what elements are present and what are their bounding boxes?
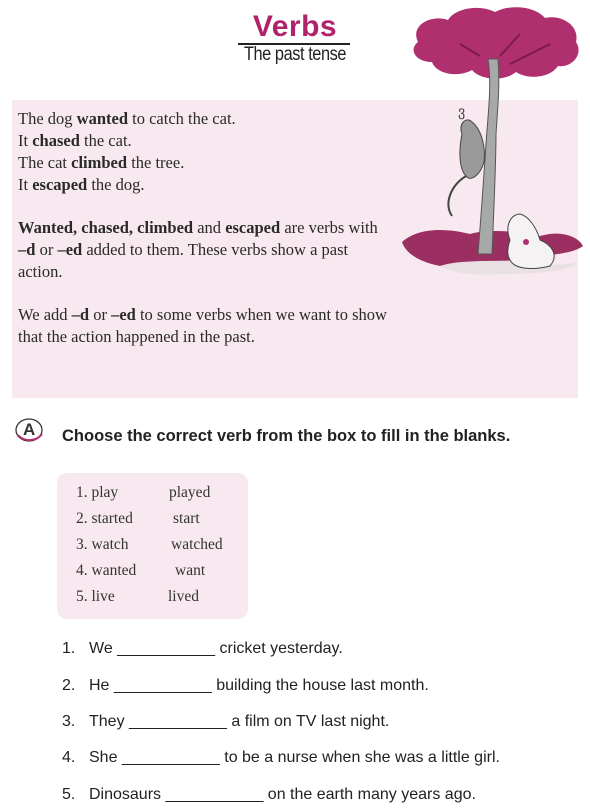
dog-collar [523, 239, 529, 245]
exercise-sentence: 3. They ___________ a film on TV last night. [62, 713, 390, 730]
svg-text:ვ: ვ [458, 103, 466, 119]
exercise-instruction: Choose the correct verb from the box to fill in the blanks. [62, 427, 511, 445]
exercise-sentence: 4. She ___________ to be a nurse when she was a little girl. [62, 749, 500, 766]
intro-line: It escaped the dog. [18, 175, 145, 194]
exercise-sentence: 1. We ___________ cricket yesterday. [62, 640, 343, 657]
rule-paragraph: We add –d or –ed to some verbs when we want to show that the action happened in the past. [18, 305, 387, 346]
intro-text [18, 108, 398, 348]
intro-line: It chased the cat. [18, 131, 132, 150]
tree-illustration [400, 4, 585, 279]
cat-tail [448, 176, 466, 216]
exercise-sentence: 5. Dinosaurs ___________ on the earth many years ago. [62, 786, 476, 803]
ground-light [440, 260, 578, 275]
exercise-badge [14, 415, 44, 443]
intro-line: The cat climbed the tree. [18, 153, 185, 172]
intro-line: The dog wanted to catch the cat. [18, 109, 236, 128]
page-subtitle: The past tense [243, 44, 347, 65]
page-title: Verbs [252, 10, 338, 43]
exercise-sentence: 2. He ___________ building the house last month. [62, 677, 429, 694]
explanation-paragraph: Wanted, chased, climbed and escaped are verbs with –d or –ed added to them. These verbs show a past action. [18, 218, 378, 281]
cat [460, 120, 484, 178]
svg-text:A: A [23, 420, 36, 439]
